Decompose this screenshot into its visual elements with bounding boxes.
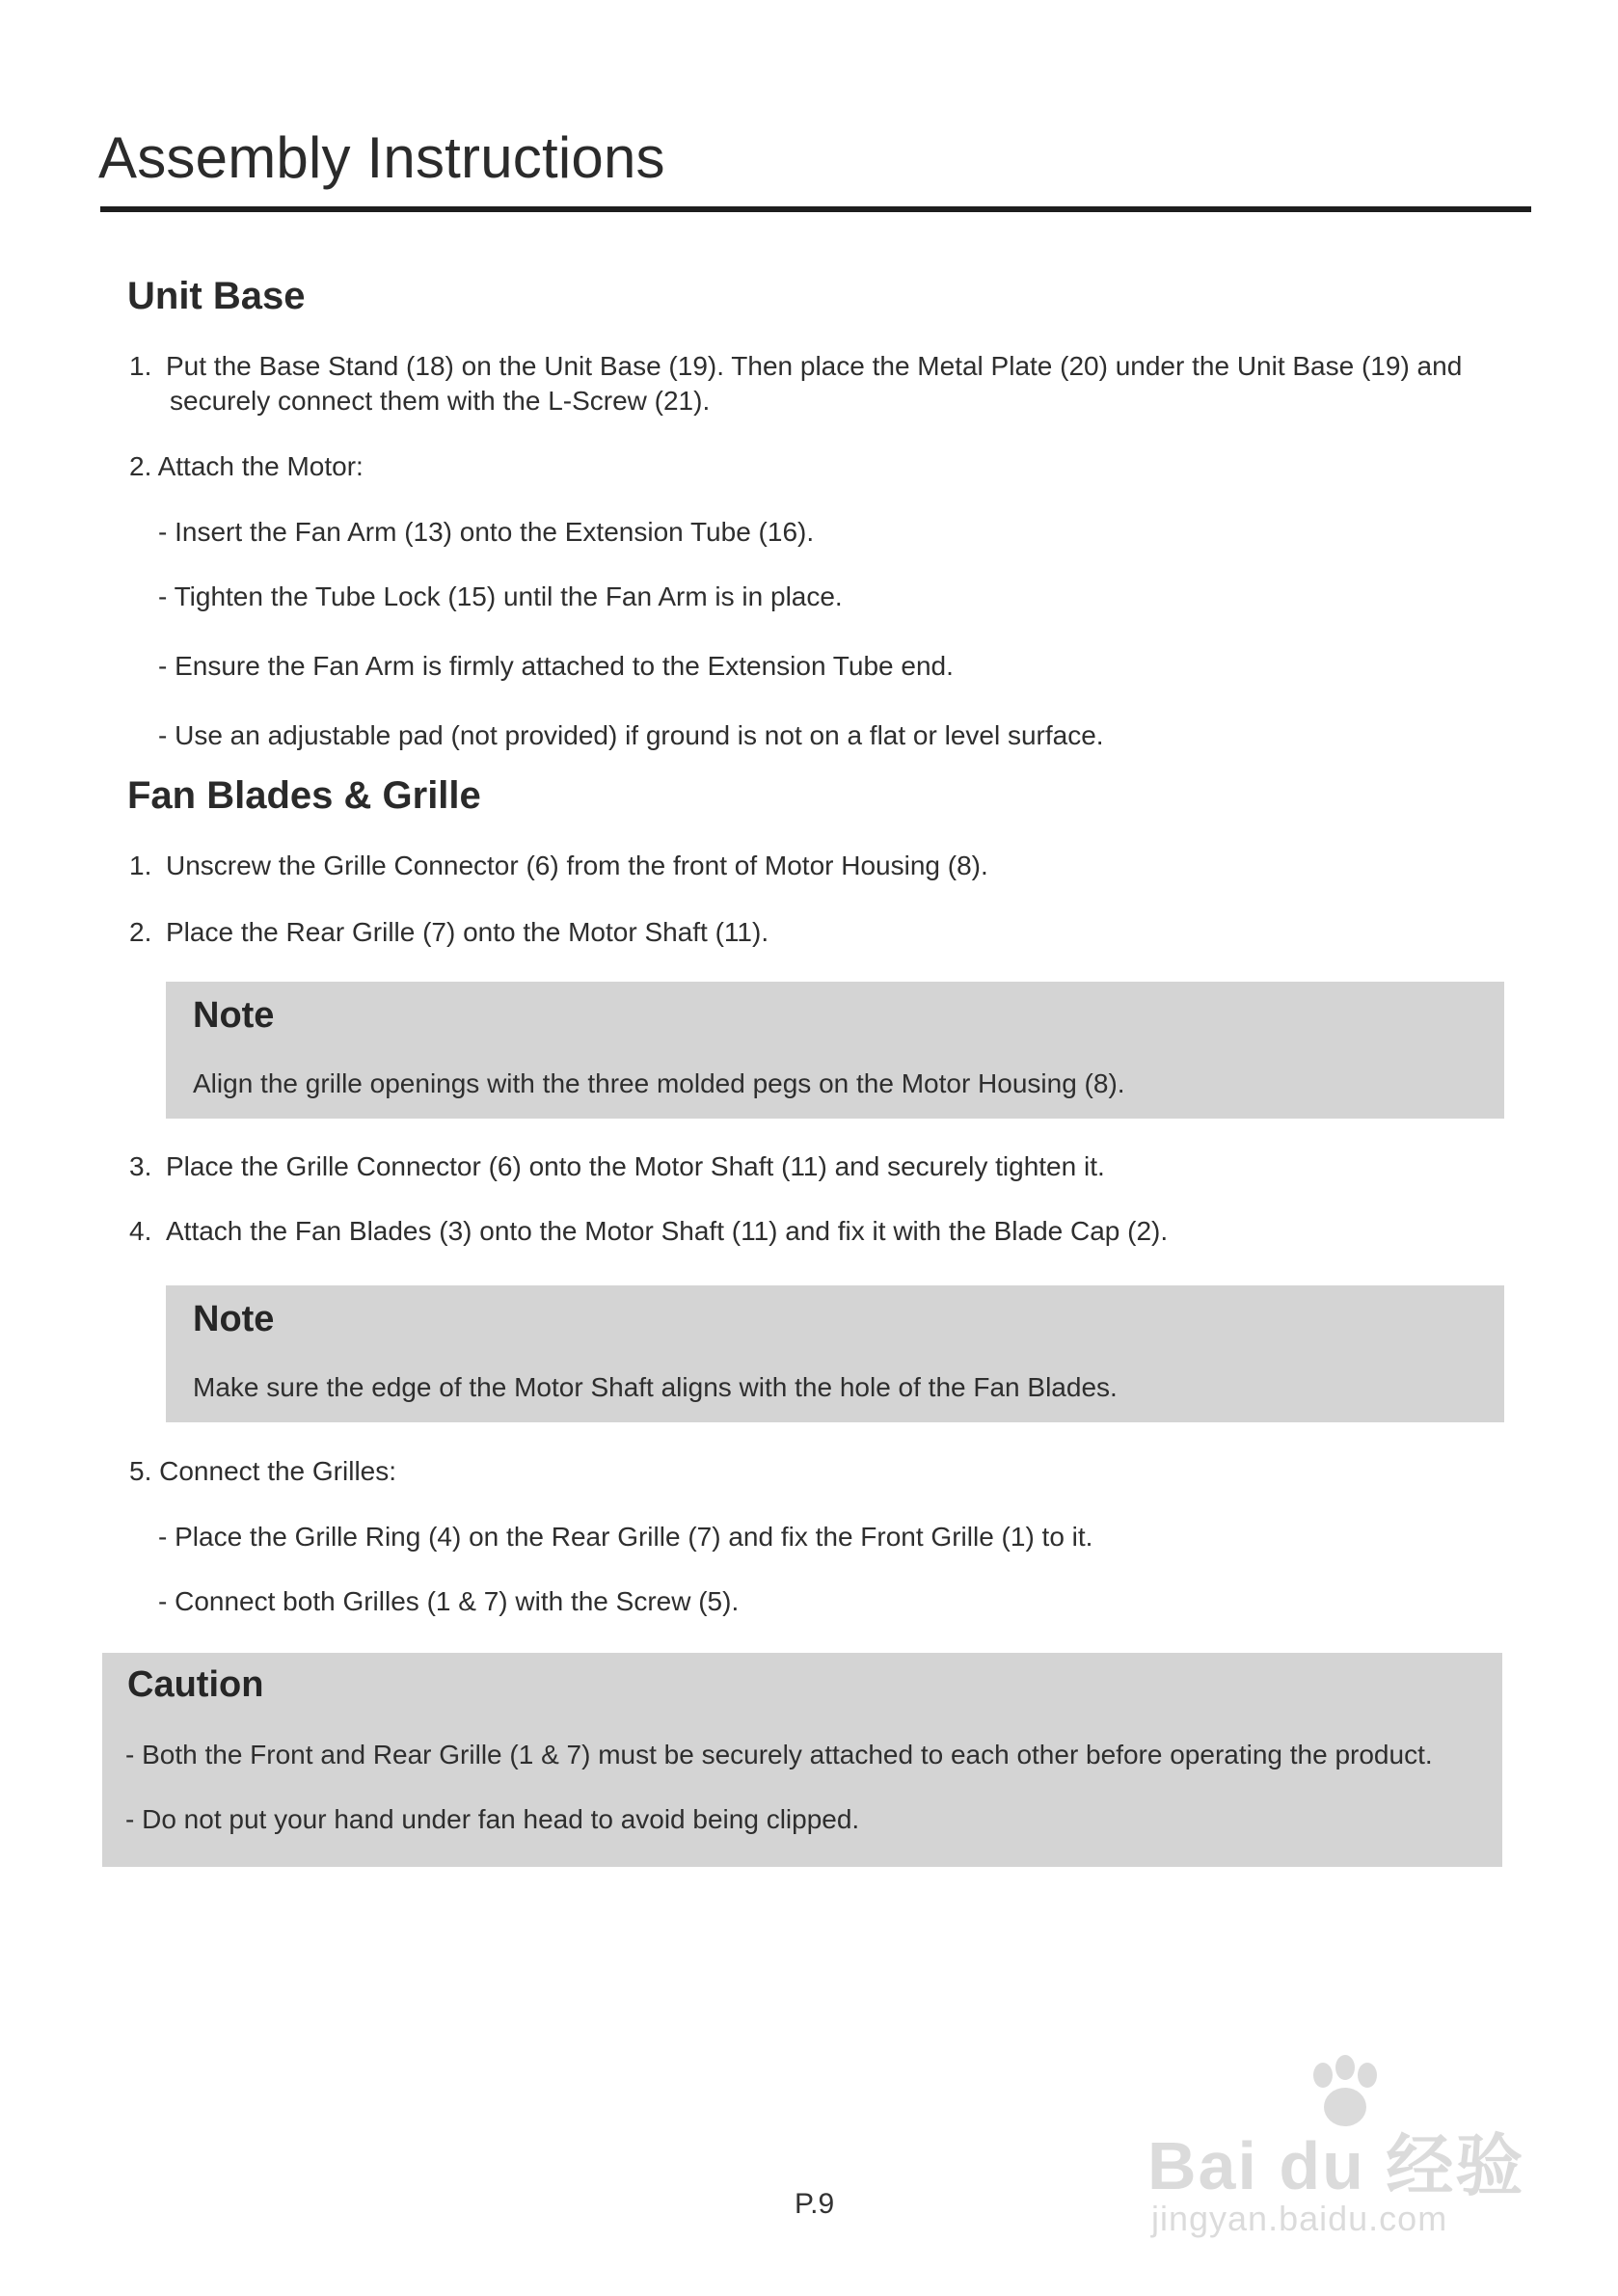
page-number: P.9 [795, 2188, 835, 2220]
step-text: Attach the Fan Blades (3) onto the Motor Shaft (11) and fix it with the Blade Cap (2). [166, 1216, 1169, 1246]
page-title: Assembly Instructions [98, 125, 665, 190]
note-title: Note [193, 995, 275, 1036]
unit-base-step-1 [129, 349, 1462, 384]
title-divider [100, 206, 1531, 212]
caution-item: - Both the Front and Rear Grille (1 & 7) must be securely attached to each other before operating the product. [125, 1740, 1433, 1769]
caution-item: - Do not put your hand under fan head to avoid being clipped. [125, 1804, 860, 1834]
step-number: 1. [129, 351, 152, 381]
note-box [166, 982, 1504, 1119]
unit-base-step-1-cont: securely connect them with the L-Screw (21). [170, 386, 711, 416]
section-title-fan-blades: Fan Blades & Grille [127, 774, 481, 817]
step-number: 1. [129, 851, 152, 880]
step-number: 4. [129, 1216, 152, 1246]
baidu-watermark [1147, 2054, 1533, 2247]
unit-base-bullet: - Ensure the Fan Arm is firmly attached to the Extension Tube end. [158, 651, 954, 681]
fan-blades-bullet: - Place the Grille Ring (4) on the Rear Grille (7) and fix the Front Grille (1) to it. [158, 1522, 1093, 1552]
note-text: Make sure the edge of the Motor Shaft aligns with the hole of the Fan Blades. [193, 1372, 1118, 1402]
fan-blades-step-1 [129, 849, 988, 883]
note-box [166, 1285, 1504, 1422]
note-title: Note [193, 1299, 275, 1339]
section-title-unit-base: Unit Base [127, 275, 306, 317]
unit-base-step-2: 2. Attach the Motor: [129, 451, 364, 481]
unit-base-bullet: - Use an adjustable pad (not provided) if ground is not on a flat or level surface. [158, 720, 1104, 750]
step-number: 3. [129, 1151, 152, 1181]
note-text: Align the grille openings with the three molded pegs on the Motor Housing (8). [193, 1068, 1125, 1098]
fan-blades-step-5: 5. Connect the Grilles: [129, 1456, 397, 1486]
caution-title: Caution [127, 1664, 264, 1705]
step-text: Unscrew the Grille Connector (6) from the front of Motor Housing (8). [166, 851, 988, 880]
watermark-brand: Bai du 经验 [1147, 2128, 1525, 2203]
fan-blades-step-2 [129, 915, 769, 950]
caution-box [102, 1653, 1502, 1867]
unit-base-bullet: - Insert the Fan Arm (13) onto the Extension Tube (16). [158, 517, 815, 547]
step-number: 2. [129, 917, 152, 947]
unit-base-bullet: - Tighten the Tube Lock (15) until the Fan Arm is in place. [158, 581, 843, 611]
step-text: Place the Grille Connector (6) onto the Motor Shaft (11) and securely tighten it. [166, 1151, 1105, 1181]
watermark-url: jingyan.baidu.com [1151, 2199, 1448, 2238]
fan-blades-step-4 [129, 1214, 1168, 1249]
step-text: Place the Rear Grille (7) onto the Motor Shaft (11). [166, 917, 769, 947]
fan-blades-step-3 [129, 1149, 1105, 1184]
step-text: Put the Base Stand (18) on the Unit Base (19). Then place the Metal Plate (20) under the Unit Base (19) and [166, 351, 1463, 381]
fan-blades-bullet: - Connect both Grilles (1 & 7) with the Screw (5). [158, 1586, 740, 1616]
